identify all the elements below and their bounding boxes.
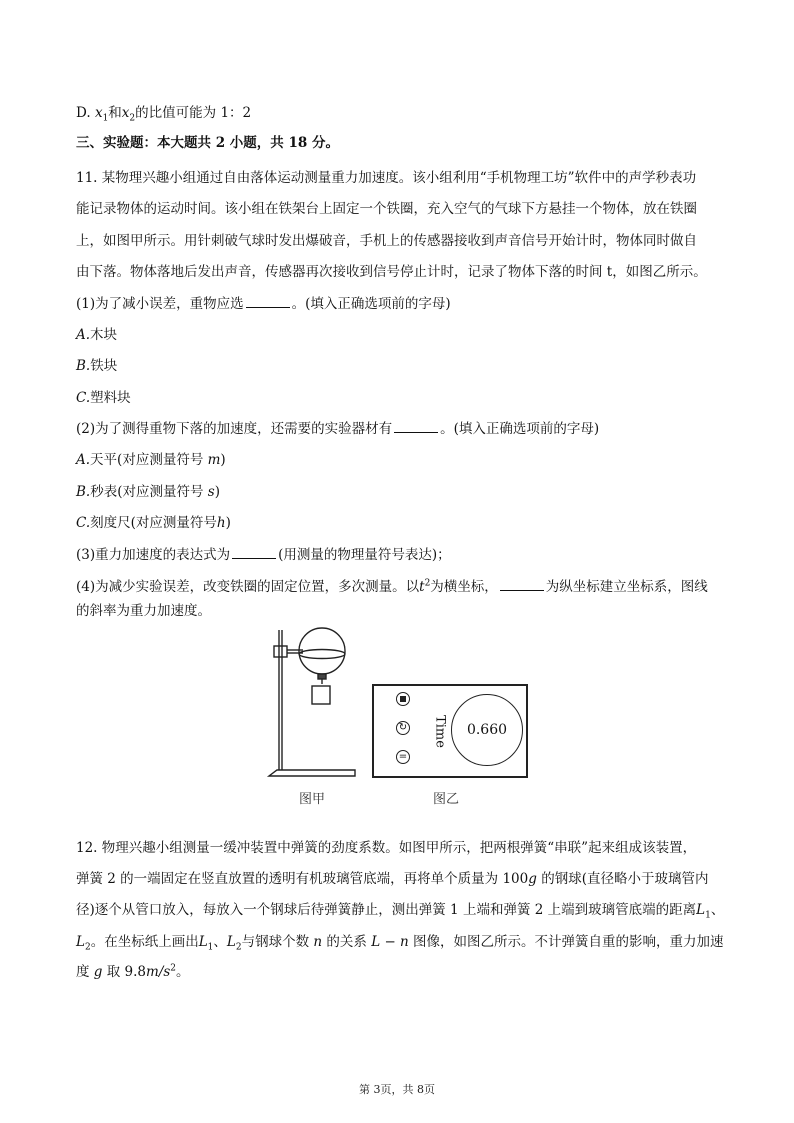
blank [246,295,290,308]
caption-figure-b: 图乙 [433,792,460,807]
stand-clamp [274,646,287,657]
q11-part2: (2)为了测得重物下落的加速度，还需要的实验器材有 。(填入正确选项前的字母) [76,421,600,437]
option-d: D. $x_1$和$x_2$的比值可能为 1：2 [76,105,252,124]
q12-line: $L_2$。在坐标纸上画出$L_1$、$L_2$与钢球个数 n 的关系 L − n 图像，如图乙所示。不计弹簧自重的影响，重力加速 [76,934,724,953]
time-label: Time [432,715,448,748]
q12-line: 度 g 取 $9.8m/s^2$。 [76,963,190,980]
figure-stand [255,620,365,782]
q11-part4: (4)为减少实验误差，改变铁圈的固定位置，多次测量。以$t^2$为横坐标， 为纵坐标建立坐标系，图线 [76,578,708,595]
menu-icon: = [396,750,410,764]
q11-p2-option-a: A.天平(对应测量符号 m) [76,452,226,468]
q11-stem-line: 由下落。物体落地后发出声音，传感器再次接收到信号停止计时，记录了物体下落的时间 t，如图乙所示。 [76,264,707,280]
q11-part1: (1)为了减小误差，重物应选 。(填入正确选项前的字母) [76,296,451,312]
page-footer: 第 3页，共 8页 [359,1083,435,1096]
blank [394,420,438,433]
blank [232,546,276,559]
stop-icon [396,692,410,706]
q12-line: 12. 物理兴趣小组测量一缓冲装置中弹簧的劲度系数。如图甲所示，把两根弹簧“串联”起来组成该装置， [76,840,697,856]
q11-part4-line2: 的斜率为重力加速度。 [76,603,211,619]
iron-ring [299,650,345,659]
weight-block [312,686,330,704]
q11-part3: (3)重力加速度的表达式为 (用测量的物理量符号表达)； [76,547,451,563]
figure-phone [372,684,528,778]
caption-figure-a: 图甲 [299,792,326,807]
blank [500,578,544,591]
q12-line: 弹簧 2 的一端固定在竖直放置的透明有机玻璃管底端，再将单个质量为 100g 的钢球(直径略小于玻璃管内 [76,871,709,887]
time-reading: 0.660 [451,694,523,766]
q11-stem-line: 能记录物体的运动时间。该小组在铁架台上固定一个铁圈，充入空气的气球下方悬挂一个物体，放在铁圈 [76,201,697,217]
q11-stem-line: 上，如图甲所示。用针刺破气球时发出爆破音，手机上的传感器接收到声音信号开始计时，物体同时做自 [76,233,697,249]
q11-p1-option-b: B.铁块 [76,358,118,374]
reset-icon: ↻ [396,721,410,735]
stand-base [269,770,355,776]
q11-p2-option-b: B.秒表(对应测量符号 s) [76,484,220,500]
q11-stem-line: 11. 某物理兴趣小组通过自由落体运动测量重力加速度。该小组利用“手机物理工坊”软件中的声学秒表功 [76,170,697,186]
q12-line: 径)逐个从管口放入，每放入一个钢球后待弹簧静止，测出弹簧 1 上端和弹簧 2 上端到玻璃管底端的距离$L_1$、 [76,902,725,921]
q11-p2-option-c: C.刻度尺(对应测量符号h) [76,515,231,531]
q11-p1-option-a: A.木块 [76,327,118,343]
section-title: 三、实验题：本大题共 2 小题，共 18 分。 [76,135,339,151]
q11-p1-option-c: C.塑料块 [76,390,131,406]
